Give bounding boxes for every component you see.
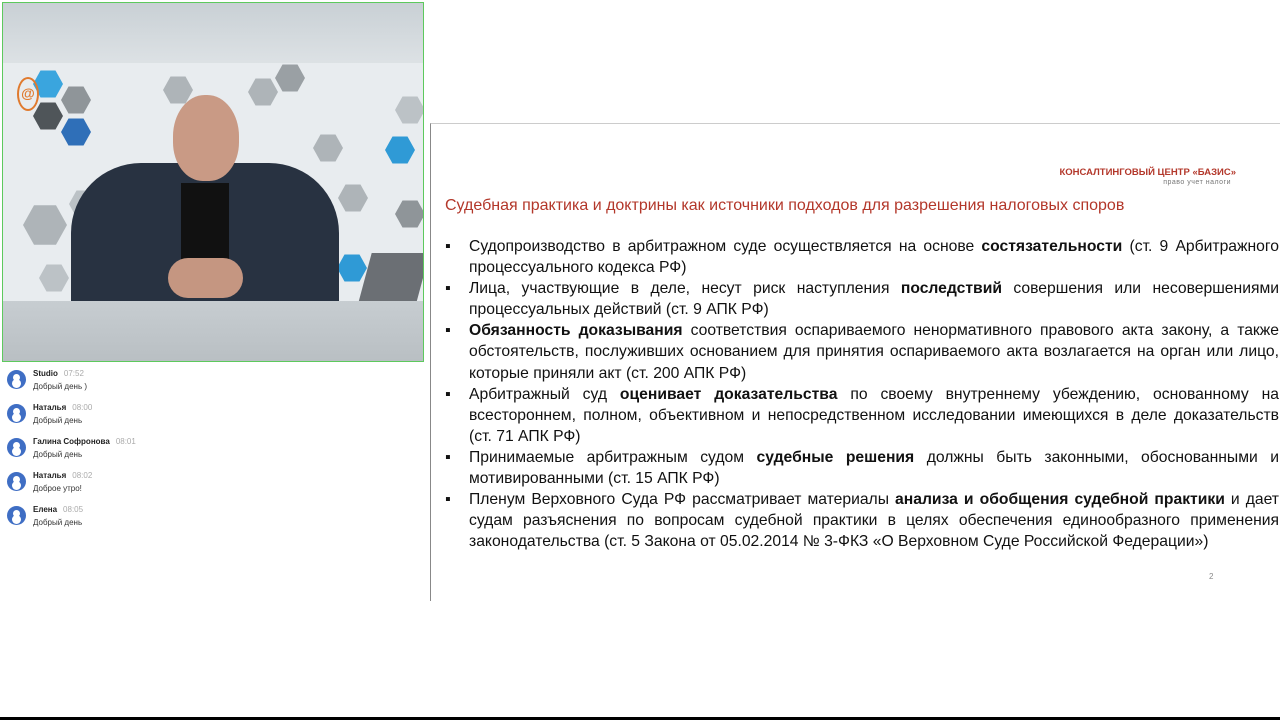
speaker-hands bbox=[168, 258, 243, 298]
speaker-video[interactable] bbox=[2, 2, 424, 362]
video-background-top bbox=[3, 3, 423, 65]
hex-decor bbox=[395, 95, 424, 125]
chat-author: Галина Софронова 08:01 bbox=[33, 437, 136, 446]
brand-name: КОНСАЛТИНГОВЫЙ ЦЕНТР «БАЗИС» bbox=[1059, 167, 1236, 178]
hex-decor bbox=[33, 101, 63, 131]
chat-message bbox=[0, 396, 424, 430]
user-avatar-icon bbox=[7, 506, 26, 525]
hex-decor bbox=[337, 253, 367, 283]
user-avatar-icon bbox=[7, 438, 26, 457]
brand-tagline: право учет налоги bbox=[1163, 179, 1231, 186]
hex-decor bbox=[395, 199, 424, 229]
hex-decor bbox=[313, 133, 343, 163]
hex-decor bbox=[275, 63, 305, 93]
chat-message bbox=[0, 362, 424, 396]
chat-author: Наталья 08:00 bbox=[33, 403, 93, 412]
chat-author: Наталья 08:02 bbox=[33, 471, 93, 480]
chat-author: Елена 08:05 bbox=[33, 505, 84, 514]
studio-logo: @ bbox=[17, 77, 39, 111]
chat-text: Добрый день bbox=[33, 518, 83, 527]
slide-title: Судебная практика и доктрины как источники подходов для разрешения налоговых споров bbox=[445, 197, 1125, 214]
bullet-item: ▪ Обязанность доказывания соответствия оспариваемого ненормативного правового акта закону, а также обстоятельств, послуживших основанием для принятия оспариваемого акта возлагается на орган или лицо, которые приняли акт (ст. 200 АПК РФ) bbox=[445, 320, 1279, 383]
bullet-item: ▪ Арбитражный суд оценивает доказательства по своему внутреннему убеждению, основанному на всестороннем, полном, объективном и непосредственном исследовании имеющихся в деле доказательств (ст. 71 АПК РФ) bbox=[445, 384, 1279, 447]
bullet-item: ▪ Лица, участвующие в деле, несут риск наступления последствий совершения или несовершениями процессуальных действий (ст. 9 АПК РФ) bbox=[445, 278, 1279, 320]
chat-time: 08:00 bbox=[72, 403, 93, 412]
hex-decor bbox=[248, 77, 278, 107]
chat-time: 08:05 bbox=[63, 505, 84, 514]
hex-decor bbox=[385, 135, 415, 165]
hex-decor bbox=[61, 85, 91, 115]
chat-text: Добрый день ) bbox=[33, 382, 88, 391]
page-number: 2 bbox=[1209, 572, 1214, 581]
bullet-list bbox=[445, 236, 1279, 552]
bullet-item: ▪ Пленум Верховного Суда РФ рассматривает материалы анализа и обобщения судебной практики и дает судам разъяснения по вопросам судебной практики в целях обеспечения единообразного применения законодательства (ст. 5 Закона от 05.02.2014 № 3-ФКЗ «О Верховном Суде Российской Федерации») bbox=[445, 489, 1279, 552]
hex-decor bbox=[338, 183, 368, 213]
chat-message bbox=[0, 464, 424, 498]
hex-decor bbox=[39, 263, 69, 293]
chat-panel bbox=[0, 362, 424, 532]
chat-text: Добрый день bbox=[33, 450, 83, 459]
presentation-slide bbox=[430, 123, 1280, 601]
bullet-item: ▪ Судопроизводство в арбитражном суде осуществляется на основе состязательности (ст. 9 Арбитражного процессуального кодекса РФ) bbox=[445, 236, 1279, 278]
chat-text: Добрый день bbox=[33, 416, 83, 425]
user-avatar-icon bbox=[7, 404, 26, 423]
hex-decor bbox=[23, 203, 67, 247]
chat-message bbox=[0, 430, 424, 464]
speaker-head bbox=[173, 95, 239, 181]
bullet-item: ▪ Принимаемые арбитражным судом судебные решения должны быть законными, обоснованными и мотивированными (ст. 15 АПК РФ) bbox=[445, 447, 1279, 489]
user-avatar-icon bbox=[7, 370, 26, 389]
hex-decor bbox=[61, 117, 91, 147]
chat-time: 08:01 bbox=[115, 437, 136, 446]
chat-time: 08:02 bbox=[72, 471, 93, 480]
chat-message bbox=[0, 498, 424, 532]
user-avatar-icon bbox=[7, 472, 26, 491]
chat-text: Доброе утро! bbox=[33, 484, 82, 493]
video-background-bottom bbox=[3, 301, 423, 361]
chat-author: Studio 07:52 bbox=[33, 369, 84, 378]
chat-time: 07:52 bbox=[63, 369, 84, 378]
